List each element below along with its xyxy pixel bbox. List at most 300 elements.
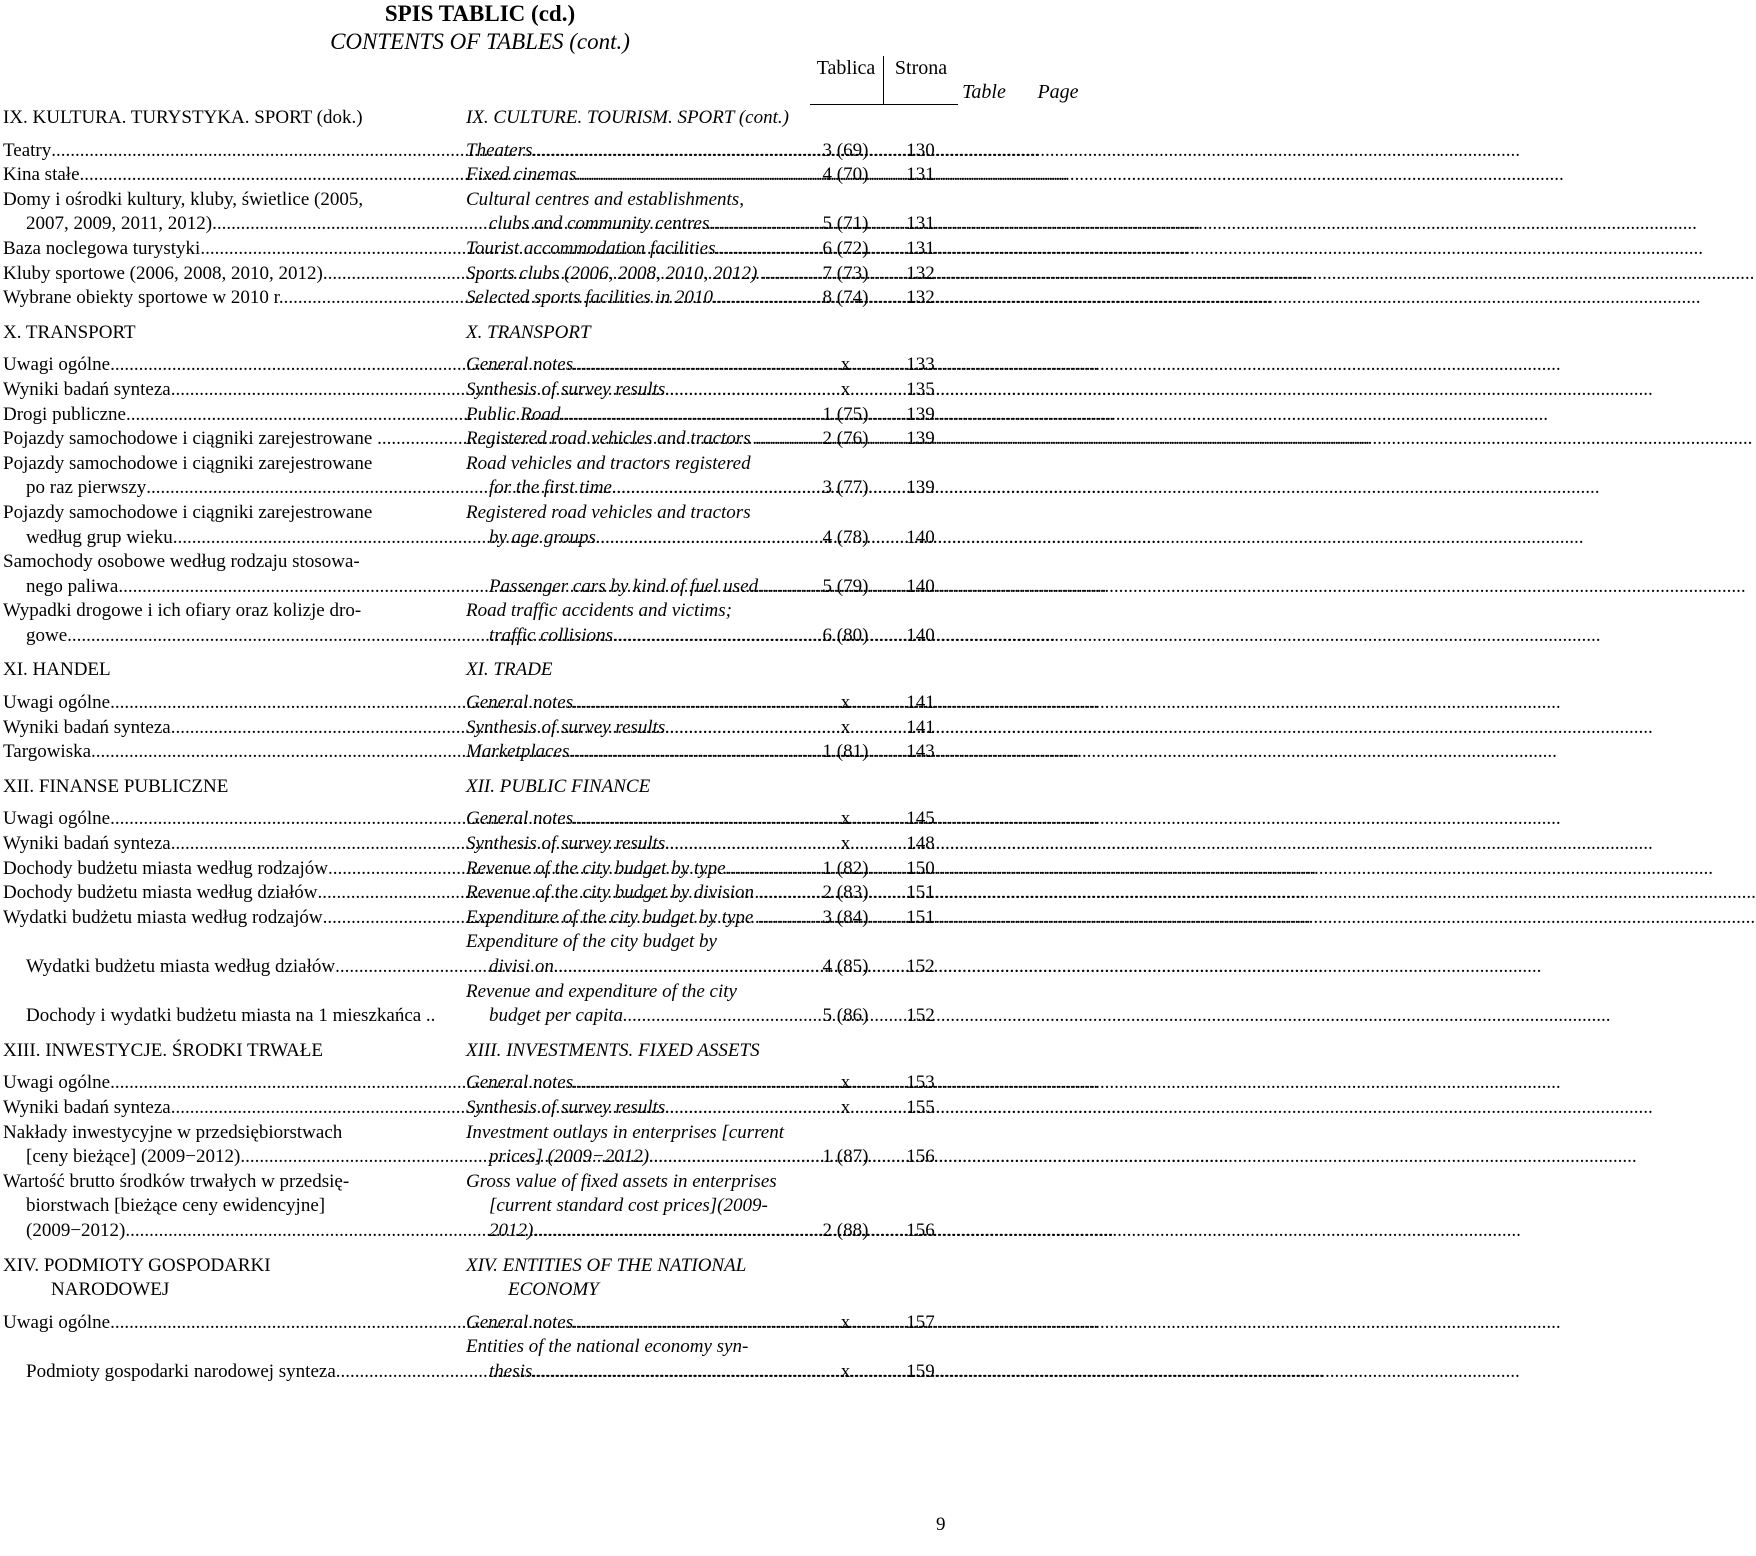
entry-title-pl bbox=[0, 740, 463, 765]
section-heading-pl-line: IX. KULTURA. TURYSTYKA. SPORT (dok.) bbox=[3, 107, 363, 128]
dot-leader bbox=[554, 955, 1542, 980]
entry-text-en: Synthesis of survey results bbox=[466, 716, 666, 738]
entry-text-en: General notes bbox=[466, 692, 574, 714]
entry-text-en: Public Road bbox=[466, 403, 561, 425]
entry-title-en-line bbox=[466, 1004, 808, 1029]
entry-title-en-line bbox=[466, 1194, 808, 1219]
entry-title-pl-line bbox=[3, 1311, 463, 1336]
entry-title-pl bbox=[0, 237, 463, 262]
entry-title-pl-line bbox=[3, 188, 463, 213]
entry-title-en-line bbox=[466, 881, 808, 906]
entry-title-en-line bbox=[466, 740, 808, 765]
entry-text-en: Theaters bbox=[466, 139, 533, 161]
entry-text-en: Synthesis of survey results bbox=[466, 378, 666, 400]
entry-text-en: for the first time bbox=[489, 477, 612, 499]
entry-page-number[interactable]: 132 bbox=[906, 262, 935, 284]
entry-text-en: divisi on bbox=[489, 956, 554, 977]
entry-text-pl: Wyniki badań synteza bbox=[3, 716, 171, 738]
entry-title-pl-line bbox=[3, 857, 463, 882]
entry-page-number[interactable]: 140 bbox=[906, 624, 935, 646]
entry-title-en-line bbox=[466, 575, 808, 600]
toc-entry[interactable] bbox=[0, 1170, 960, 1244]
toc-entry[interactable] bbox=[0, 403, 960, 428]
entry-title-pl-line bbox=[3, 452, 463, 477]
entry-title-en-line bbox=[466, 188, 808, 213]
column-divider bbox=[883, 56, 884, 104]
entry-text-en: General notes bbox=[466, 1311, 574, 1333]
entry-text-en: Road vehicles and tractors registered bbox=[466, 452, 751, 474]
section-heading-en-line: XI. TRADE bbox=[466, 659, 553, 681]
entry-text-en: General notes bbox=[466, 1072, 574, 1094]
entry-text-pl: (2009−2012) bbox=[26, 1219, 126, 1241]
entry-page-number[interactable]: 145 bbox=[906, 808, 935, 830]
entry-title-en-line bbox=[466, 163, 808, 188]
entry-title-en-line bbox=[466, 476, 808, 501]
entry-page-number[interactable]: 131 bbox=[906, 213, 935, 235]
section-heading bbox=[0, 106, 960, 131]
toc-entry[interactable] bbox=[0, 1311, 960, 1336]
entry-title-en bbox=[463, 550, 808, 599]
entry-table-number: 4 (78) bbox=[822, 526, 869, 548]
entry-text-en: Investment outlays in enterprises [current bbox=[466, 1121, 785, 1143]
entry-text-en: Sports clubs (2006, 2008, 2010, 2012) . bbox=[466, 262, 767, 284]
section-heading-en-line: XIV. ENTITIES OF THE NATIONAL bbox=[466, 1254, 747, 1276]
entry-page-number[interactable]: 139 bbox=[906, 428, 935, 450]
section-heading-en bbox=[463, 321, 808, 346]
entry-title-en-line bbox=[466, 599, 808, 624]
dot-leader bbox=[612, 476, 1600, 501]
entry-title-pl bbox=[0, 980, 463, 1029]
dot-leader bbox=[560, 403, 1548, 428]
entry-title-pl-line bbox=[3, 1096, 463, 1121]
entry-title-en-line bbox=[466, 1071, 808, 1096]
entry-text-pl: [ceny bieżące] (2009−2012) bbox=[26, 1146, 241, 1168]
toc-entry[interactable] bbox=[0, 691, 960, 716]
entry-title-en bbox=[463, 403, 808, 428]
entry-text-pl: biorstwach [bieżące ceny ewidencyjne] bbox=[26, 1195, 326, 1217]
table-of-contents bbox=[0, 106, 960, 1385]
entry-text-pl: Samochody osobowe według rodzaju stosowa- bbox=[3, 551, 360, 573]
dot-leader bbox=[533, 1219, 1521, 1244]
entry-page-number[interactable]: 150 bbox=[906, 857, 935, 879]
entry-text-en: by age groups bbox=[489, 526, 596, 548]
page-number: 9 bbox=[936, 1514, 946, 1535]
entry-title-en-line bbox=[466, 1311, 808, 1336]
entry-text-en: Marketplaces bbox=[466, 741, 570, 763]
toc-entry[interactable] bbox=[0, 286, 960, 311]
entry-text-en: Tourist accommodation facilities bbox=[466, 237, 716, 259]
section-heading-pl-line: X. TRANSPORT bbox=[3, 321, 136, 343]
entry-title-en bbox=[463, 237, 808, 262]
toc-entry[interactable] bbox=[0, 237, 960, 262]
entry-title-en bbox=[463, 930, 808, 979]
entry-text-en: traffic collisions bbox=[489, 624, 614, 646]
entry-table-number: 1 (82) bbox=[822, 857, 869, 879]
section-heading-en bbox=[463, 775, 808, 800]
entry-text-pl: gowe bbox=[26, 624, 68, 646]
entry-text-pl: Teatry bbox=[3, 139, 52, 161]
entry-text-en: Fixed cinemas bbox=[466, 164, 577, 186]
entry-title-en bbox=[463, 501, 808, 550]
entry-title-pl-line bbox=[3, 427, 463, 452]
toc-entry[interactable] bbox=[0, 1096, 960, 1121]
entry-title-pl-line bbox=[3, 1145, 463, 1170]
entry-title-pl-line bbox=[3, 716, 463, 741]
entry-text-pl: Targowiska bbox=[3, 741, 92, 763]
entry-title-pl bbox=[0, 1121, 463, 1170]
entry-title-en bbox=[463, 262, 808, 287]
entry-title-en-line bbox=[466, 262, 808, 287]
entry-title-en-line bbox=[466, 1335, 808, 1360]
entry-title-pl bbox=[0, 1311, 463, 1336]
entry-text-pl: Wydatki budżetu miasta według rodzajów bbox=[3, 906, 323, 928]
entry-title-en bbox=[463, 740, 808, 765]
entry-page-number[interactable]: 141 bbox=[906, 692, 935, 714]
entry-title-en-line bbox=[466, 501, 808, 526]
entry-title-pl-line bbox=[3, 575, 463, 600]
entry-title-pl bbox=[0, 501, 463, 550]
entry-table-number: 3 (84) bbox=[822, 906, 869, 928]
toc-entry[interactable] bbox=[0, 139, 960, 164]
entry-table-number: x bbox=[840, 808, 851, 830]
entry-text-pl: Kina stałe bbox=[3, 164, 80, 186]
entry-text-en: Selected sports facilities in 2010 bbox=[466, 287, 713, 309]
entry-title-en-line bbox=[466, 1219, 808, 1244]
entry-table-number: 3 (77) bbox=[822, 477, 869, 499]
entry-text-en: thesis bbox=[489, 1360, 533, 1382]
entry-page-number[interactable]: 143 bbox=[906, 741, 935, 763]
entry-page-number[interactable]: 156 bbox=[906, 1146, 935, 1168]
toc-entry[interactable] bbox=[0, 599, 960, 648]
entry-title-en-line bbox=[466, 980, 808, 1005]
entry-title-en-line bbox=[466, 353, 808, 378]
dot-leader bbox=[569, 740, 1557, 765]
entry-title-en-line bbox=[466, 1360, 808, 1385]
entry-text-pl: Wyniki badań synteza bbox=[3, 1096, 171, 1118]
entry-title-pl-line bbox=[3, 353, 463, 378]
entry-page-number[interactable]: 139 bbox=[906, 477, 935, 499]
entry-text-pl: po raz pierwszy bbox=[26, 477, 147, 499]
entry-title-pl-line bbox=[3, 139, 463, 164]
entry-title-pl bbox=[0, 353, 463, 378]
section-heading-pl bbox=[0, 775, 463, 800]
entry-text-pl: Dochody budżetu miasta według rodzajów bbox=[3, 857, 329, 879]
section-heading-en-line: X. TRANSPORT bbox=[466, 321, 591, 343]
entry-title-en-line bbox=[466, 286, 808, 311]
entry-text-pl: Pojazdy samochodowe i ciągniki zarejestrowane bbox=[3, 452, 373, 474]
entry-title-pl bbox=[0, 930, 463, 979]
entry-text-en: Revenue of the city budget by type bbox=[466, 857, 726, 879]
entry-table-number: 3 (69) bbox=[822, 139, 869, 161]
toc-entry[interactable] bbox=[0, 353, 960, 378]
entry-table-number: 4 (85) bbox=[822, 956, 869, 977]
entry-title-pl-line bbox=[3, 378, 463, 403]
entry-title-pl bbox=[0, 807, 463, 832]
entry-title-en bbox=[463, 881, 808, 906]
entry-text-pl: Drogi publiczne bbox=[3, 403, 126, 425]
section-heading-pl bbox=[0, 106, 463, 131]
entry-text-pl: Wybrane obiekty sportowe w 2010 r. bbox=[3, 287, 284, 309]
entry-title-pl bbox=[0, 452, 463, 501]
entry-page-number[interactable]: 132 bbox=[906, 287, 935, 309]
entry-title-pl bbox=[0, 1170, 463, 1244]
entry-title-pl-line bbox=[3, 1121, 463, 1146]
entry-title-en-line bbox=[466, 403, 808, 428]
entry-title-pl bbox=[0, 550, 463, 599]
entry-text-en: Road traffic accidents and victims; bbox=[466, 600, 732, 622]
dot-leader bbox=[532, 1360, 1520, 1385]
entry-title-pl bbox=[0, 832, 463, 857]
entry-title-pl-line bbox=[3, 930, 463, 955]
section-heading-en-line: XIII. INVESTMENTS. FIXED ASSETS bbox=[466, 1039, 760, 1061]
dot-leader bbox=[596, 526, 1584, 551]
dot-leader bbox=[573, 353, 1561, 378]
entry-table-number: 1 (87) bbox=[822, 1146, 869, 1168]
entry-title-en-line bbox=[466, 906, 808, 931]
entry-title-pl-line bbox=[3, 1360, 463, 1385]
entry-page-number[interactable]: 151 bbox=[906, 906, 935, 928]
toc-entry[interactable] bbox=[0, 427, 960, 452]
entry-text-pl: według grup wieku bbox=[26, 526, 173, 548]
entry-table-number: x bbox=[840, 1096, 851, 1118]
entry-title-en bbox=[463, 716, 808, 741]
entry-title-pl bbox=[0, 881, 463, 906]
section-heading-en bbox=[463, 106, 808, 131]
entry-text-pl: Pojazdy samochodowe i ciągniki zarejestrowane bbox=[3, 501, 373, 523]
page-title: SPIS TABLIC (cd.) bbox=[384, 1, 576, 26]
entry-page-number[interactable]: 139 bbox=[906, 403, 935, 425]
toc-entry[interactable] bbox=[0, 1335, 960, 1384]
entry-title-en bbox=[463, 1311, 808, 1336]
entry-title-en-line bbox=[466, 807, 808, 832]
entry-title-en bbox=[463, 378, 808, 403]
entry-title-en-line bbox=[466, 427, 808, 452]
entry-title-pl-line bbox=[3, 906, 463, 931]
entry-page-number[interactable]: 155 bbox=[906, 1096, 935, 1118]
toc-entry[interactable] bbox=[0, 832, 960, 857]
entry-text-pl: Uwagi ogólne bbox=[3, 808, 111, 830]
entry-page-number[interactable]: 151 bbox=[906, 882, 935, 904]
entry-page-number[interactable]: 159 bbox=[906, 1360, 935, 1382]
entry-table-number: 2 (76) bbox=[822, 428, 869, 450]
entry-text-en: Synthesis of survey results bbox=[466, 833, 666, 855]
entry-text-pl: Uwagi ogólne bbox=[3, 1072, 111, 1094]
entry-title-pl-line bbox=[3, 807, 463, 832]
entry-text-en: [current standard cost prices](2009- bbox=[489, 1195, 768, 1217]
entry-page-number[interactable]: 156 bbox=[906, 1219, 935, 1241]
section-heading-pl bbox=[0, 658, 463, 683]
section-heading-en bbox=[463, 658, 808, 683]
entry-text-en: Entities of the national economy syn- bbox=[466, 1336, 749, 1358]
entry-title-pl bbox=[0, 262, 463, 287]
section-heading bbox=[0, 321, 960, 346]
entry-text-pl: Baza noclegowa turystyki bbox=[3, 237, 201, 259]
section-heading-pl bbox=[0, 321, 463, 346]
toc-entry[interactable] bbox=[0, 930, 960, 979]
entry-page-number[interactable]: 133 bbox=[906, 354, 935, 376]
toc-entry[interactable] bbox=[0, 740, 960, 765]
entry-text-en: General notes bbox=[466, 808, 574, 830]
entry-text-en: Gross value of fixed assets in enterprises bbox=[466, 1170, 777, 1192]
entry-page-number[interactable]: 135 bbox=[906, 378, 935, 400]
entry-text-pl: nego paliwa bbox=[26, 575, 119, 597]
entry-title-pl-line bbox=[3, 163, 463, 188]
dot-leader bbox=[623, 1004, 1611, 1029]
section-heading-pl bbox=[0, 1039, 463, 1064]
section-heading-en bbox=[463, 1039, 808, 1064]
entry-text-en: budget per capita bbox=[489, 1005, 624, 1027]
entry-title-pl bbox=[0, 139, 463, 164]
entry-title-pl bbox=[0, 691, 463, 716]
entry-page-number[interactable]: 131 bbox=[906, 164, 935, 186]
entry-title-en bbox=[463, 163, 808, 188]
entry-title-en bbox=[463, 452, 808, 501]
section-heading bbox=[0, 658, 960, 683]
entry-page-number[interactable]: 140 bbox=[906, 526, 935, 548]
entry-text-pl: Uwagi ogólne bbox=[3, 692, 111, 714]
toc-entry[interactable] bbox=[0, 980, 960, 1029]
toc-entry[interactable] bbox=[0, 188, 960, 237]
entry-text-en: Synthesis of survey results bbox=[466, 1096, 666, 1118]
entry-text-pl: 2007, 2009, 2011, 2012) bbox=[26, 213, 213, 235]
entry-title-en-line bbox=[466, 1096, 808, 1121]
entry-title-pl-line bbox=[3, 599, 463, 624]
toc-entry[interactable] bbox=[0, 163, 960, 188]
section-heading bbox=[0, 1039, 960, 1064]
toc-entry[interactable] bbox=[0, 1121, 960, 1170]
dot-leader bbox=[573, 807, 1561, 832]
toc-entry[interactable] bbox=[0, 452, 960, 501]
toc-entry[interactable] bbox=[0, 262, 960, 287]
entry-title-pl bbox=[0, 378, 463, 403]
entry-title-pl bbox=[0, 906, 463, 931]
entry-table-number: 7 (73) bbox=[822, 262, 869, 284]
entry-title-pl-line bbox=[3, 403, 463, 428]
entry-title-pl-line bbox=[3, 691, 463, 716]
entry-table-number: x bbox=[840, 378, 851, 400]
toc-entry[interactable] bbox=[0, 716, 960, 741]
entry-page-number[interactable]: 131 bbox=[906, 237, 935, 259]
entry-text-en: Registered road vehicles and tractors .. bbox=[466, 428, 765, 450]
section-heading-en bbox=[463, 1254, 808, 1303]
column-header-table-en: Table bbox=[962, 81, 1006, 103]
entry-title-en-line bbox=[466, 237, 808, 262]
entry-title-pl bbox=[0, 1096, 463, 1121]
entry-title-en-line bbox=[466, 1145, 808, 1170]
entry-title-en-line bbox=[466, 691, 808, 716]
entry-table-number: 4 (70) bbox=[822, 164, 869, 186]
entry-table-number: 1 (75) bbox=[822, 403, 869, 425]
entry-title-en bbox=[463, 427, 808, 452]
dot-leader bbox=[649, 1145, 1637, 1170]
entry-title-en-line bbox=[466, 716, 808, 741]
toc-entry[interactable] bbox=[0, 550, 960, 599]
toc-entry[interactable] bbox=[0, 857, 960, 882]
entry-title-en-line bbox=[466, 1170, 808, 1195]
dot-leader bbox=[576, 163, 1564, 188]
entry-title-pl-line bbox=[3, 624, 463, 649]
entry-title-pl bbox=[0, 188, 463, 237]
entry-title-pl-line bbox=[3, 740, 463, 765]
section-heading-en-line: IX. CULTURE. TOURISM. SPORT (cont.) bbox=[466, 107, 789, 128]
entry-title-pl-line bbox=[3, 550, 463, 575]
entry-title-pl-line bbox=[3, 1170, 463, 1195]
entry-title-pl-line bbox=[3, 526, 463, 551]
toc-entry[interactable] bbox=[0, 906, 960, 931]
section-heading-pl-line: NARODOWEJ bbox=[51, 1279, 170, 1301]
section-heading-pl-line: XIII. INWESTYCJE. ŚRODKI TRWAŁE bbox=[3, 1039, 323, 1061]
entry-title-en-line bbox=[466, 139, 808, 164]
section-heading bbox=[0, 775, 960, 800]
entry-text-pl: Dochody budżetu miasta według działów bbox=[3, 882, 318, 904]
entry-text-en: Revenue and expenditure of the city bbox=[466, 980, 737, 1002]
entry-page-number[interactable]: 140 bbox=[906, 575, 935, 597]
entry-page-number[interactable]: 157 bbox=[906, 1311, 935, 1333]
entry-title-en-line bbox=[466, 1121, 808, 1146]
entry-page-number[interactable]: 152 bbox=[906, 956, 935, 977]
entry-title-en-line bbox=[466, 624, 808, 649]
entry-page-number[interactable]: 148 bbox=[906, 833, 935, 855]
header-rule bbox=[810, 104, 958, 105]
toc-entry[interactable] bbox=[0, 1071, 960, 1096]
entry-title-en-line bbox=[466, 930, 808, 955]
entry-title-en bbox=[463, 353, 808, 378]
entry-table-number: x bbox=[840, 716, 851, 738]
section-heading bbox=[0, 1254, 960, 1303]
entry-table-number: x bbox=[840, 1360, 851, 1382]
toc-entry[interactable] bbox=[0, 501, 960, 550]
entry-table-number: 2 (83) bbox=[822, 882, 869, 904]
column-header-table-pl: Tablica bbox=[816, 57, 876, 79]
entry-title-en bbox=[463, 1071, 808, 1096]
entry-page-number[interactable]: 130 bbox=[906, 139, 935, 161]
entry-text-en: Expenditure of the city budget by bbox=[466, 931, 717, 953]
entry-title-en bbox=[463, 906, 808, 931]
entry-title-pl-line bbox=[3, 501, 463, 526]
toc-entry[interactable] bbox=[0, 881, 960, 906]
entry-title-pl bbox=[0, 857, 463, 882]
entry-title-pl bbox=[0, 599, 463, 648]
entry-title-pl-line bbox=[3, 262, 463, 287]
page-title-en: CONTENTS OF TABLES (cont.) bbox=[330, 29, 630, 54]
toc-entry[interactable] bbox=[0, 807, 960, 832]
entry-text-pl: Kluby sportowe (2006, 2008, 2010, 2012) bbox=[3, 262, 323, 284]
entry-title-pl-line bbox=[3, 832, 463, 857]
entry-title-pl-line bbox=[3, 980, 463, 1005]
entry-title-pl bbox=[0, 716, 463, 741]
entry-title-en-line bbox=[466, 526, 808, 551]
entry-table-number: x bbox=[840, 354, 851, 376]
toc-entry[interactable] bbox=[0, 378, 960, 403]
entry-page-number[interactable]: 153 bbox=[906, 1072, 935, 1094]
entry-text-en: Expenditure of the city budget by type .. bbox=[466, 906, 768, 928]
entry-page-number[interactable]: 141 bbox=[906, 716, 935, 738]
entry-title-pl-line bbox=[3, 237, 463, 262]
entry-text-pl: Domy i ośrodki kultury, kluby, świetlice (2005, bbox=[3, 188, 364, 210]
entry-table-number: 6 (80) bbox=[822, 624, 869, 646]
entry-page-number[interactable]: 152 bbox=[906, 1005, 935, 1027]
entry-title-pl-line bbox=[3, 1219, 463, 1244]
entry-text-en: Registered road vehicles and tractors bbox=[466, 501, 751, 523]
entry-table-number: 5 (86) bbox=[822, 1005, 869, 1027]
entry-title-en bbox=[463, 980, 808, 1029]
column-header-page-pl: Strona bbox=[894, 57, 948, 79]
entry-title-en-line bbox=[466, 452, 808, 477]
entry-title-pl-line bbox=[3, 881, 463, 906]
entry-title-pl-line bbox=[3, 286, 463, 311]
entry-table-number: x bbox=[840, 833, 851, 855]
entry-title-pl-line bbox=[3, 955, 463, 980]
